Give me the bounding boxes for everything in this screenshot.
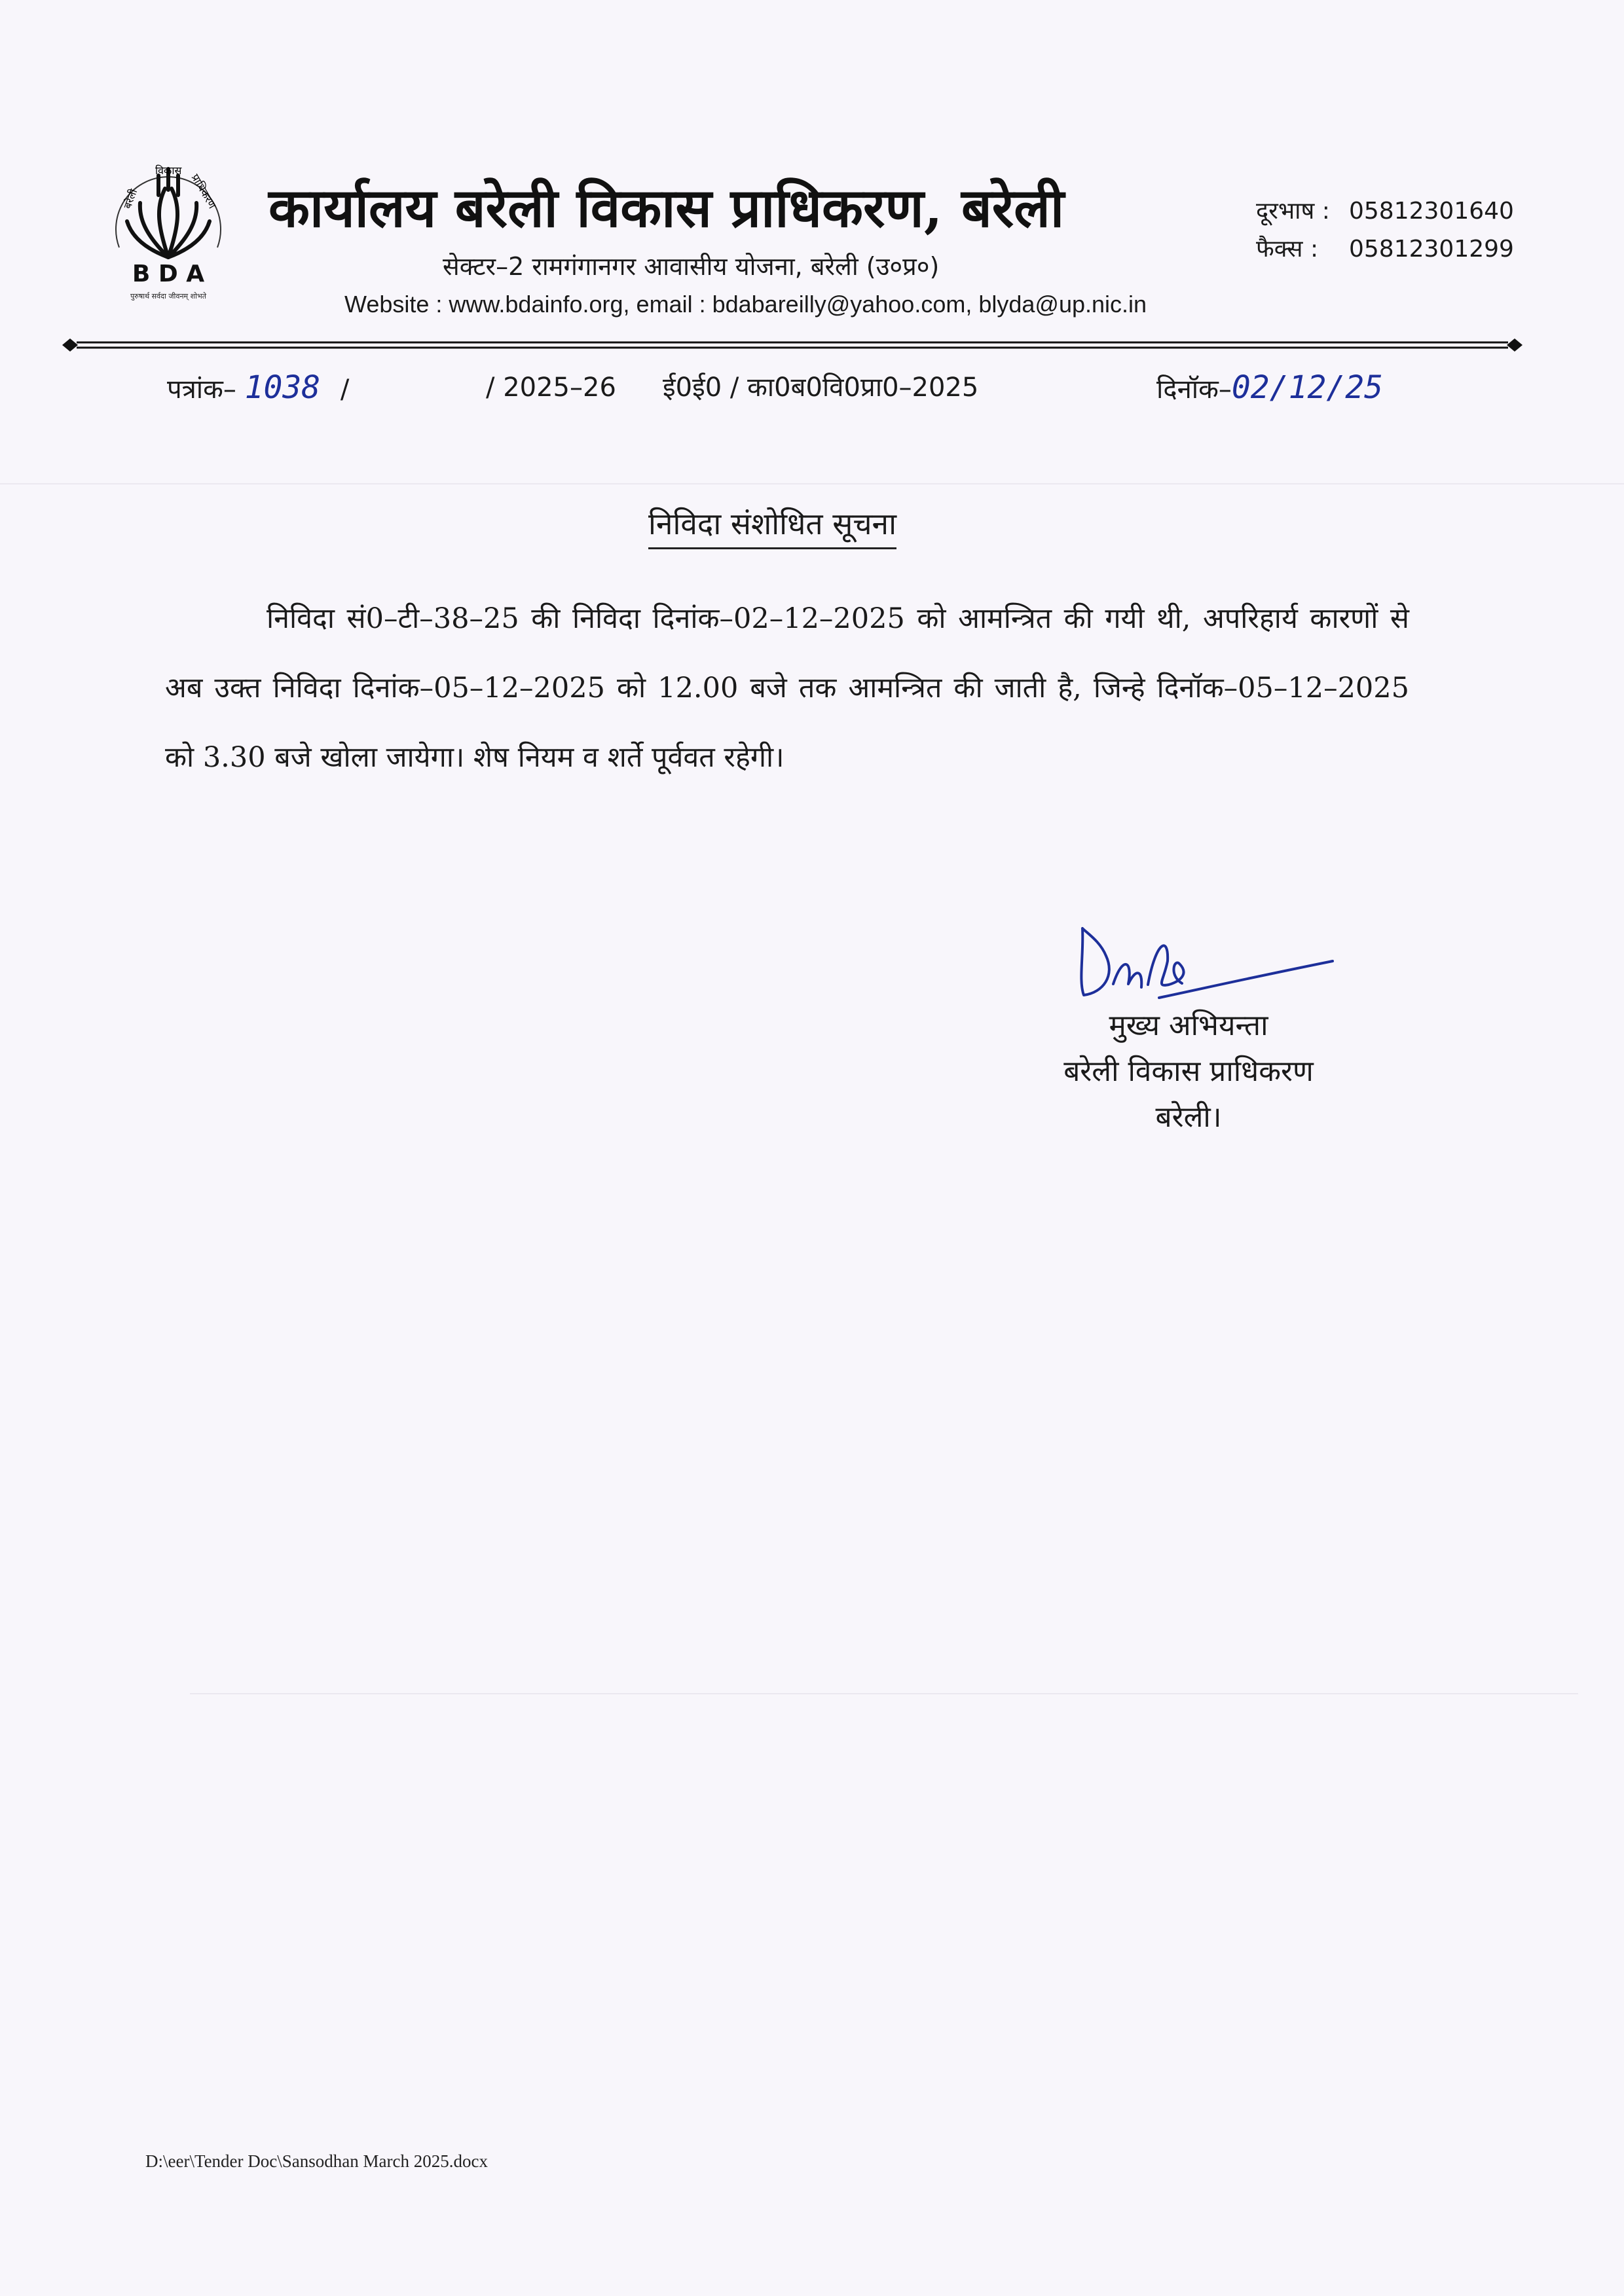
fax-number: 05812301299 <box>1349 236 1514 263</box>
handwritten-signature <box>1064 915 1339 1013</box>
footer-file-path: D:\eer\Tender Doc\Sansodhan March 2025.docx <box>145 2151 488 2171</box>
scan-line <box>0 483 1624 484</box>
signatory-organisation: बरेली विकास प्राधिकरण <box>1063 1055 1314 1088</box>
fax-label: फैक्स : <box>1256 236 1319 263</box>
letter-date <box>1156 367 1383 410</box>
website-email-line: Website : www.bdainfo.org, email : bdabareilly@yahoo.com, blyda@up.nic.in <box>344 291 1147 318</box>
letter-number <box>167 367 349 410</box>
patrank-slash: / <box>340 374 350 405</box>
logo-letters: B D A <box>132 261 205 287</box>
date-label: दिनॉक– <box>1156 374 1232 405</box>
signatory-designation: मुख्य अभियन्ता <box>1109 1009 1268 1042</box>
department-code: ई0ई0 / का0ब0वि0प्रा0–2025 <box>663 373 979 403</box>
bda-logo <box>93 149 244 306</box>
notice-body: निविदा सं0–टी–38–25 की निविदा दिनांक–02–12–2025 को आमन्त्रित की गयी थी, अपरिहार्य कारणों से अब उक्त निविदा दिनांक–05–12–2025 को 12.00 बजे तक आमन्त्रित की जाती है, जिन्हे दिनॉक–05–12–2025 को 3.30 बजे खोला जायेगा। शेष नियम व शर्ते पूर्ववत रहेगी। <box>165 602 1409 774</box>
contact-block <box>1256 192 1514 268</box>
organisation-title: कार्यालय बरेली विकास प्राधिकरण, बरेली <box>268 177 1065 240</box>
logo-arc-right: प्राधिकरण <box>189 172 219 211</box>
header-divider <box>62 335 1522 355</box>
fax-row <box>1256 230 1514 268</box>
phone-number: 05812301640 <box>1349 198 1514 225</box>
phone-label: दूरभाष : <box>1256 198 1330 225</box>
logo-motto: पुरुषार्थ सर्वदा जीवनम् शोभते <box>130 292 206 301</box>
handwritten-date: 02/12/25 <box>1231 369 1384 406</box>
logo-arc-left: बरेली <box>120 187 140 211</box>
patrank-handwritten-number: 1038 <box>244 369 321 406</box>
notice-title: निविदा संशोधित सूचना <box>648 503 896 549</box>
scan-line-lower <box>190 1693 1578 1694</box>
bda-emblem-icon <box>93 149 244 306</box>
patrank-label: पत्रांक– <box>167 374 236 405</box>
office-address: सेक्टर–2 रामगंगानगर आवासीय योजना, बरेली (उ०प्र०) <box>443 252 940 281</box>
signatory-block <box>1018 1003 1359 1140</box>
financial-year: / 2025–26 <box>486 373 616 403</box>
logo-arc-top: विकास <box>155 164 182 177</box>
phone-row <box>1256 192 1514 230</box>
signatory-city: बरेली। <box>1155 1101 1222 1134</box>
